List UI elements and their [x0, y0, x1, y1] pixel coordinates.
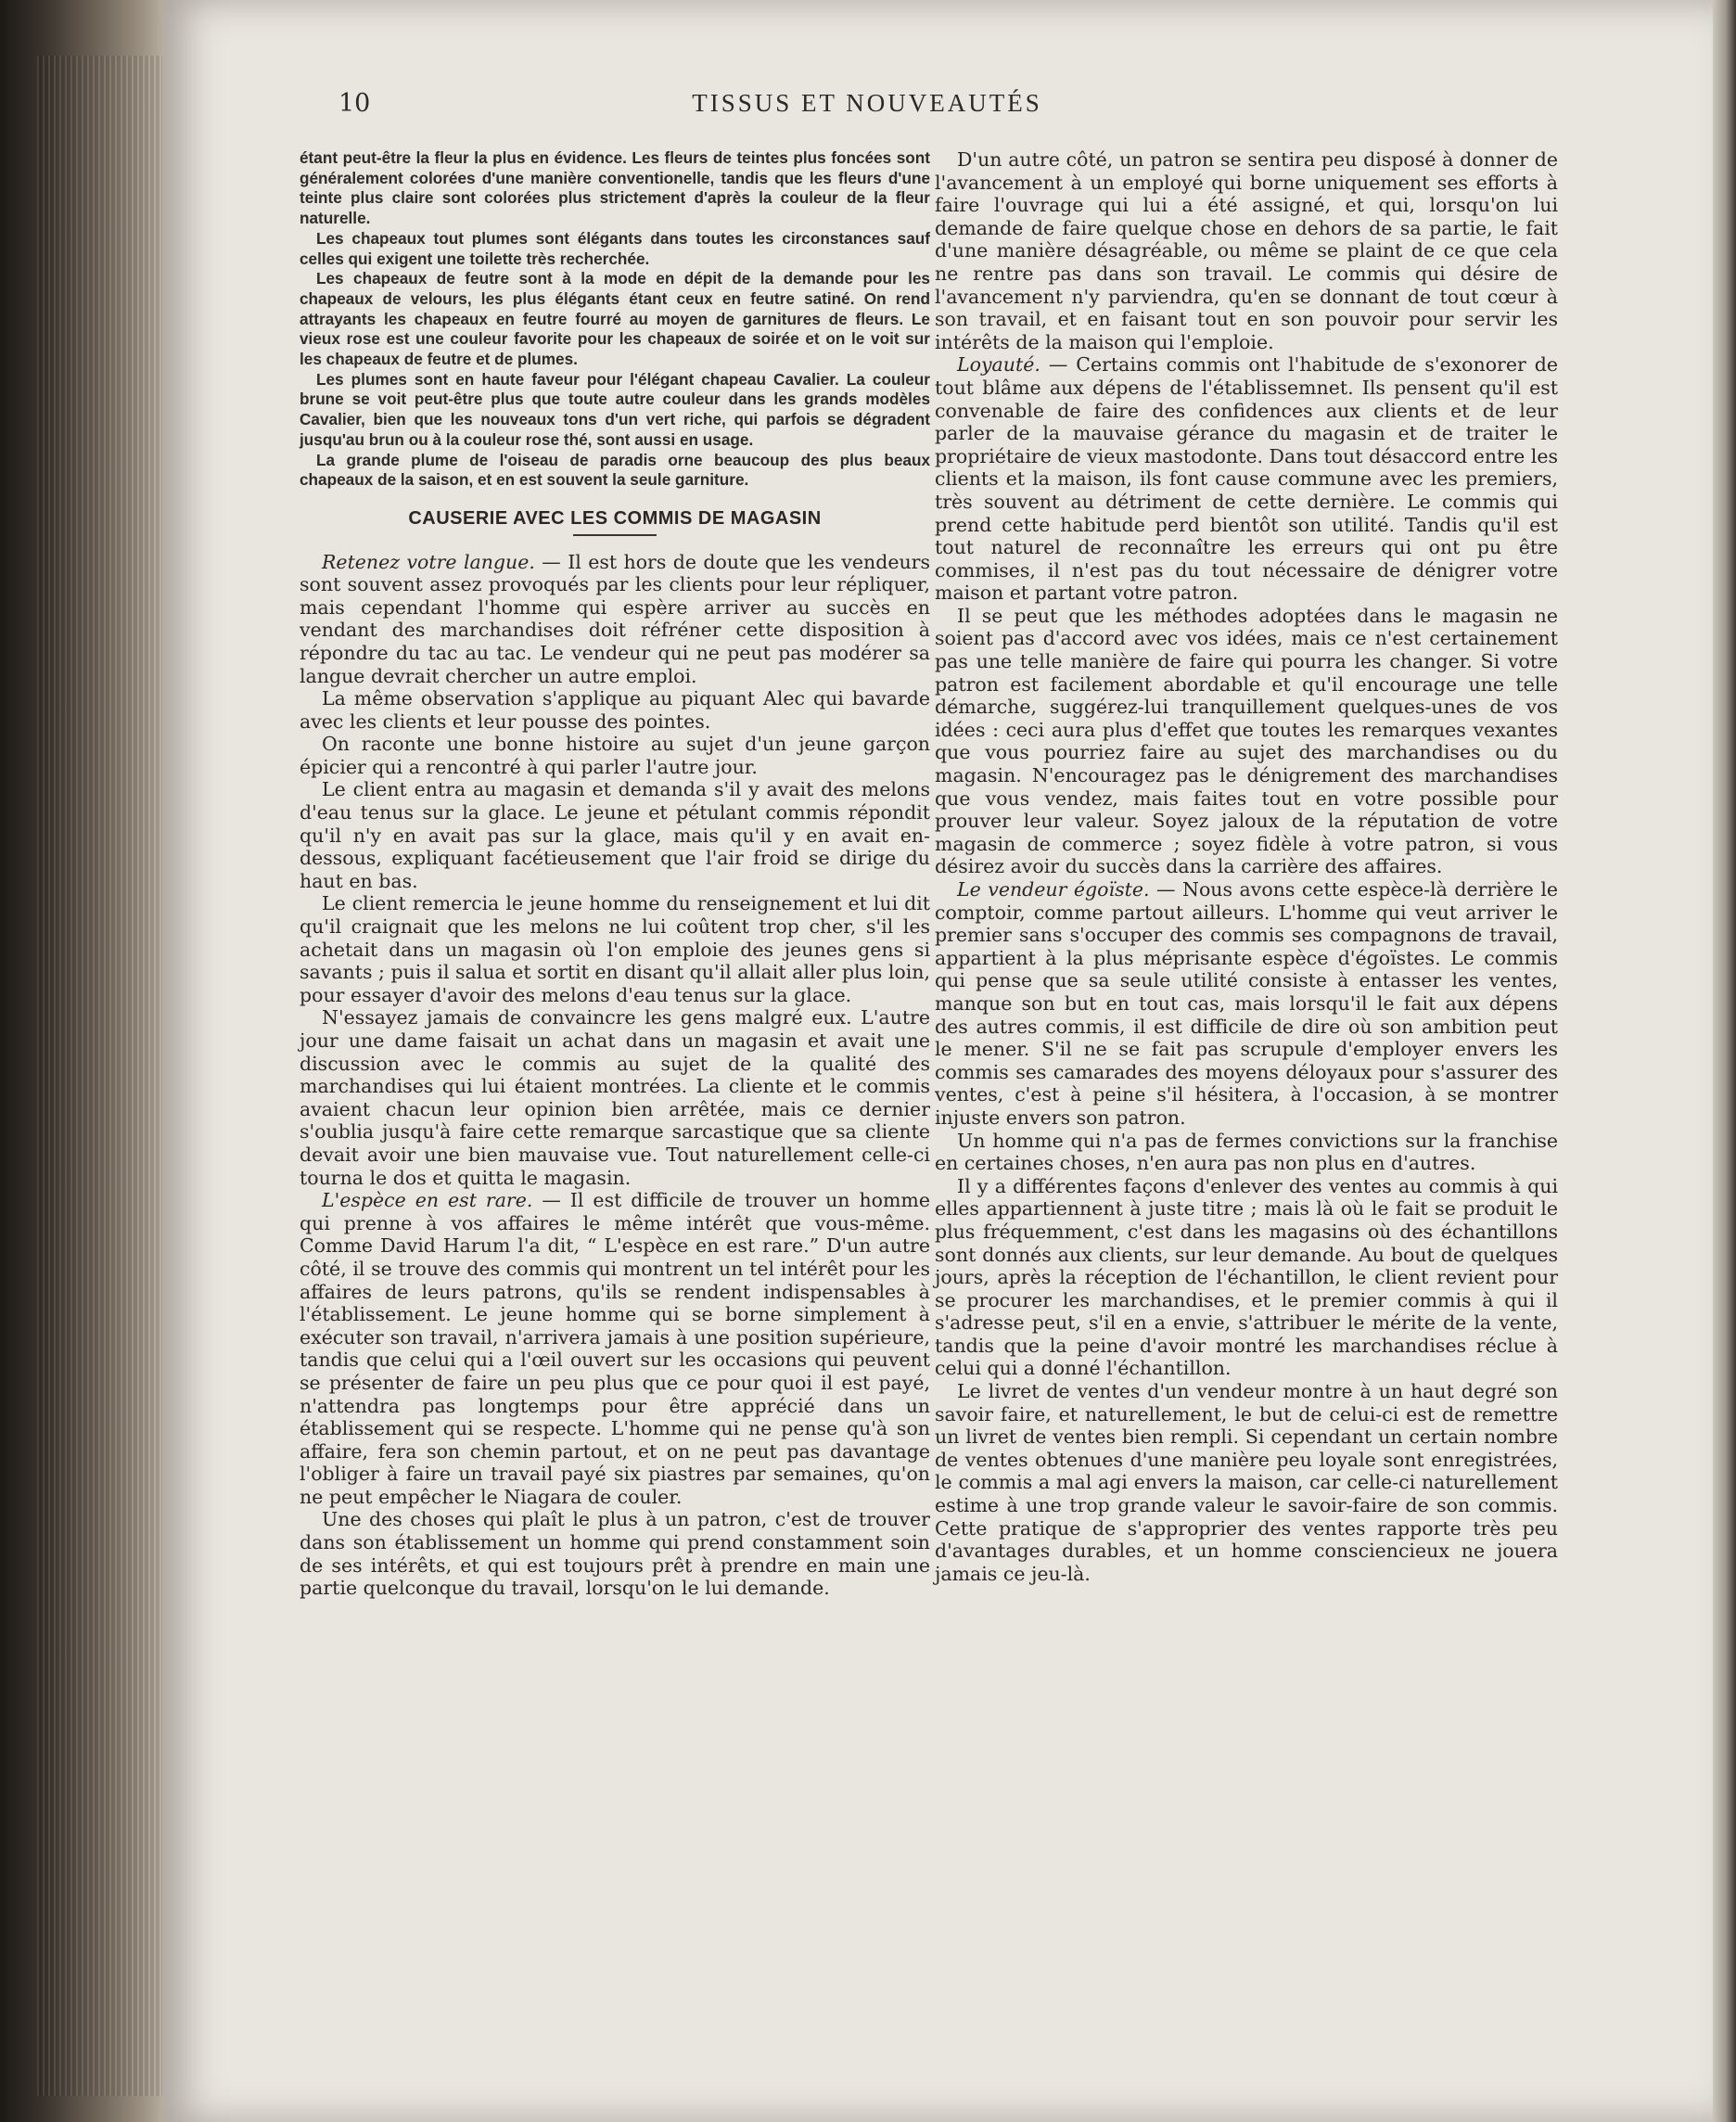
left-body	[300, 551, 930, 1600]
paragraph-text: — Nous avons cette espèce-là derrière le comptoir, comme partout ailleurs. L'homme qui veut arriver le premier sans s'occuper des commis ses compagnons de travail, appartient à la plus méprisante espèce d'égoïstes. Le commis qui pense que sa seule utilité consiste à entasser les ventes, manque son but en tout cas, mais lorsqu'il le fait aux dépens des autres commis, il est difficile de dire où son ambition peut le mener. S'il ne se fait pas scrupule d'employer envers les commis ses camarades des moyens déloyaux pour s'assurer des ventes, c'est à peine s'il hésitera, à l'occasion, à se montrer injuste envers son patron.	[935, 878, 1559, 1129]
paragraph-text: Le livret de ventes d'un vendeur montre à un haut degré son savoir faire, et naturellement, le but de celui-ci est de remettre un livret de ventes bien rempli. Si cependant un certain nombre de ventes obtenues d'une manière peu loyale sont enregistrées, le commis a mal agi envers la maison, car celle-ci naturellement estime à une trop grande valeur le savoir-faire de son commis. Cette pratique de s'approprier des ventes rapporte très peu d'avantages durables, et un homme consciencieux ne jouera jamais ce jeu-là.	[935, 1380, 1558, 1585]
paragraph-lead: Loyauté.	[957, 353, 1040, 377]
paragraph-text: Une des choses qui plaît le plus à un patron, c'est de trouver dans son établissement un homme qui prend constamment soin de ses intérêts, et qui est toujours prêt à prendre en main une partie quelconque du travail, lorsqu'on le lui demande.	[300, 1508, 930, 1600]
left-column	[300, 148, 930, 1600]
section-title: CAUSERIE AVEC LES COMMIS DE MAGASIN	[408, 507, 822, 529]
paragraph	[935, 1175, 1558, 1380]
paragraph	[300, 1189, 930, 1508]
paragraph	[935, 605, 1558, 878]
paragraph	[935, 1130, 1558, 1175]
paragraph-lead: Le vendeur égoïste.	[957, 878, 1150, 901]
paragraph-text: Il y a différentes façons d'enlever des ventes au commis à qui elles appartiennent à juste titre ; mais là où le fait se produit le plus fréquemment, c'est dans les magasins où des échantillons sont donnés aux clients, sur leur demande. Au bout de quelques jours, après la réception de l'échantillon, le client revient pour se procurer les marchandises, et le premier commis à qui il s'adresse peut, s'il en a envie, s'attribuer le mérite de la vente, tandis que la peine d'avoir montré les marchandises réclue à celui qui a donné l'échantillon.	[935, 1174, 1558, 1380]
scan-edge	[1710, 0, 1736, 2122]
intro-text	[300, 148, 930, 491]
paragraph	[300, 778, 930, 892]
intro-paragraph: Les chapeaux tout plumes sont élégants dans toutes les circonstances sauf celles qui exigent une toilette très recherchée.	[300, 228, 930, 268]
paragraph	[300, 892, 930, 1006]
right-body	[935, 148, 1558, 1585]
paragraph-text: N'essayez jamais de convaincre les gens malgré eux. L'autre jour une dame faisait un achat dans un magasin et avait une discussion avec le commis au sujet de la qualité des marchandises qui lui étaient montrées. La cliente et le commis avaient chacun leur opinion bien arrêtée, mais ce dernier s'oublia jusqu'à faire cette remarque sarcastique que sa cliente devait avoir une bien mauvaise vue. Tout naturellement celle-ci tourna le dos et quitta le magasin.	[300, 1006, 930, 1189]
book-page	[162, 0, 1713, 2122]
running-head: TISSUS ET NOUVEAUTÉS	[692, 89, 1042, 117]
paragraph	[300, 551, 930, 688]
paragraph-text: Il se peut que les méthodes adoptées dans le magasin ne soient pas d'accord avec vos idées, mais ce n'est certainement pas une telle manière de faire qui pourra les changer. Si votre patron est facilement abordable et qu'il encourage une telle démarche, suggérez-lui tranquillement quelques-unes de vos idées : ceci aura plus d'effet que toutes les remarques vexantes que vous pourriez faire au sujet des marchandises ou du magasin. N'encouragez pas le dénigrement des marchandises que vous vendez, mais faites tout en votre possible pour prouver leur valeur. Soyez jaloux de la réputation de votre magasin de commerce ; soyez fidèle à votre patron, si vous désirez avoir du succès dans la carrière des affaires.	[935, 604, 1558, 878]
paragraph-text: — Il est hors de doute que les vendeurs sont souvent assez provoqués par les clients pour leur répliquer, mais cependant l'homme qui espère arriver au succès en vendant des marchandises doit réfréner cette disposition à répondre du tac au tac. Le vendeur qui ne peut pas modérer sa langue devrait chercher un autre emploi.	[300, 550, 930, 687]
paragraph	[300, 687, 930, 733]
paragraph-text: D'un autre côté, un patron se sentira peu disposé à donner de l'avancement à un employé qui borne uniquement ses efforts à faire l'ouvrage qui lui a été assigné, et qui, lorsqu'on lui demande de faire quelque chose en dehors de sa partie, le fait d'une manière désagréable, ou même se plaint de ce que cela ne rentre pas dans son travail. Le commis qui désire de l'avancement n'y parviendra, qu'en se donnant de tout cœur à son travail, et en faisant tout en son pouvoir pour servir les intérêts de la maison qui l'emploie.	[935, 148, 1558, 353]
paragraph	[935, 353, 1558, 605]
paragraph-text: Le client entra au magasin et demanda s'il y avait des melons d'eau tenus sur la glace. Le jeune et pétulant commis répondit qu'il n'y en avait pas sur la glace, mais qu'il y en avait en-dessous, expliquant facétieusement que l'air froid se dirige du haut en bas.	[300, 778, 930, 892]
paragraph-text: On raconte une bonne histoire au sujet d'un jeune garçon épicier qui a rencontré à qui parler l'autre jour.	[300, 733, 930, 778]
paragraph	[300, 1006, 930, 1189]
paragraph-lead: L'espèce en est rare.	[322, 1189, 533, 1212]
intro-paragraph: Les plumes sont en haute faveur pour l'élégant chapeau Cavalier. La couleur brune se voit peut-être plus que toute autre couleur dans les grands modèles Cavalier, bien que les nouveaux tons d'un vert riche, qui parfois se dégradent jusqu'au brun ou à la couleur rose thé, sont aussi en usage.	[300, 369, 930, 449]
page-header	[162, 82, 1713, 119]
book-spine	[0, 0, 176, 2122]
paragraph-text: — Certains commis ont l'habitude de s'exonorer de tout blâme aux dépens de l'établissemnet. Ils pensent qu'il est convenable de faire des confidences aux clients et de leur parler de la mauvaise gérance du magasin et de traiter le propriétaire de vieux mastodonte. Dans tout désaccord entre les clients et la maison, ils font cause commune avec les premiers, très souvent au détriment de cette dernière. Le commis qui prend cette habitude perd bientôt son utilité. Tandis qu'il est tout naturel de reconnaître les erreurs qui ont pu être commises, il n'est pas du tout nécessaire de dénigrer votre maison et partant votre patron.	[935, 353, 1558, 605]
intro-paragraph: La grande plume de l'oiseau de paradis orne beaucoup des plus beaux chapeaux de la saison, et en est souvent la seule garniture.	[300, 450, 930, 490]
page-number: 10	[338, 89, 371, 118]
paragraph-lead: Retenez votre langue.	[322, 550, 535, 573]
paragraph	[935, 1380, 1558, 1585]
paragraph	[300, 1508, 930, 1599]
paragraph-text: — Il est difficile de trouver un homme qui prenne à vos affaires le même intérêt que vous-même. Comme David Harum l'a dit, “ L'espèce en est rare.” D'un autre côté, il se trouve des commis qui montrent un tel intérêt pour les affaires de leurs patrons, qu'ils se rendent indispensables à l'établissement. Le jeune homme qui se borne simplement à exécuter son travail, n'arrivera jamais à une position supérieure, tandis que celui qui a l'œil ouvert sur les occasions qui peuvent se présenter de faire un peu plus que ce pour quoi il est payé, n'attendra pas longtemps pour être apprécié dans un établissement qui se respecte. L'homme qui ne pense qu'à son affaire, fera son chemin partout, et on ne peut pas davantage l'obliger à faire un travail payé six piastres par semaines, qu'on ne peut empêcher le Niagara de couler.	[300, 1189, 930, 1508]
paragraph	[935, 148, 1558, 353]
page-edges	[37, 56, 167, 2096]
right-column	[935, 148, 1558, 1585]
paragraph-text: Un homme qui n'a pas de fermes convictions sur la franchise en certaines choses, n'en aura pas non plus en d'autres.	[935, 1129, 1558, 1175]
intro-paragraph: étant peut-être la fleur la plus en évidence. Les fleurs de teintes plus foncées sont généralement colorées d'une manière conventionelle, tandis que les fleurs d'une teinte plus claire sont colorées plus strictement d'après la couleur de la fleur naturelle.	[300, 148, 930, 228]
paragraph	[300, 733, 930, 778]
paragraph	[935, 878, 1558, 1130]
paragraph-text: Le client remercia le jeune homme du renseignement et lui dit qu'il craignait que les melons ne lui coûtent trop cher, s'il les achetait dans un magasin où l'on emploie des jeunes gens si savants ; puis il salua et sortit en disant qu'il allait aller plus loin, pour essayer d'avoir des melons d'eau tenus sur la glace.	[300, 892, 930, 1006]
title-rule	[573, 534, 657, 536]
intro-paragraph: Les chapeaux de feutre sont à la mode en dépit de la demande pour les chapeaux de velours, les plus élégants étant ceux en feutre satiné. On rend attrayants les chapeaux en feutre fourré au moyen de garnitures de fleurs. Le vieux rose est une couleur favorite pour les chapeaux de soirée et on le voit sur les chapeaux de feutre et de plumes.	[300, 269, 930, 369]
paragraph-text: La même observation s'applique au piquant Alec qui bavarde avec les clients et leur pousse des pointes.	[300, 687, 930, 733]
